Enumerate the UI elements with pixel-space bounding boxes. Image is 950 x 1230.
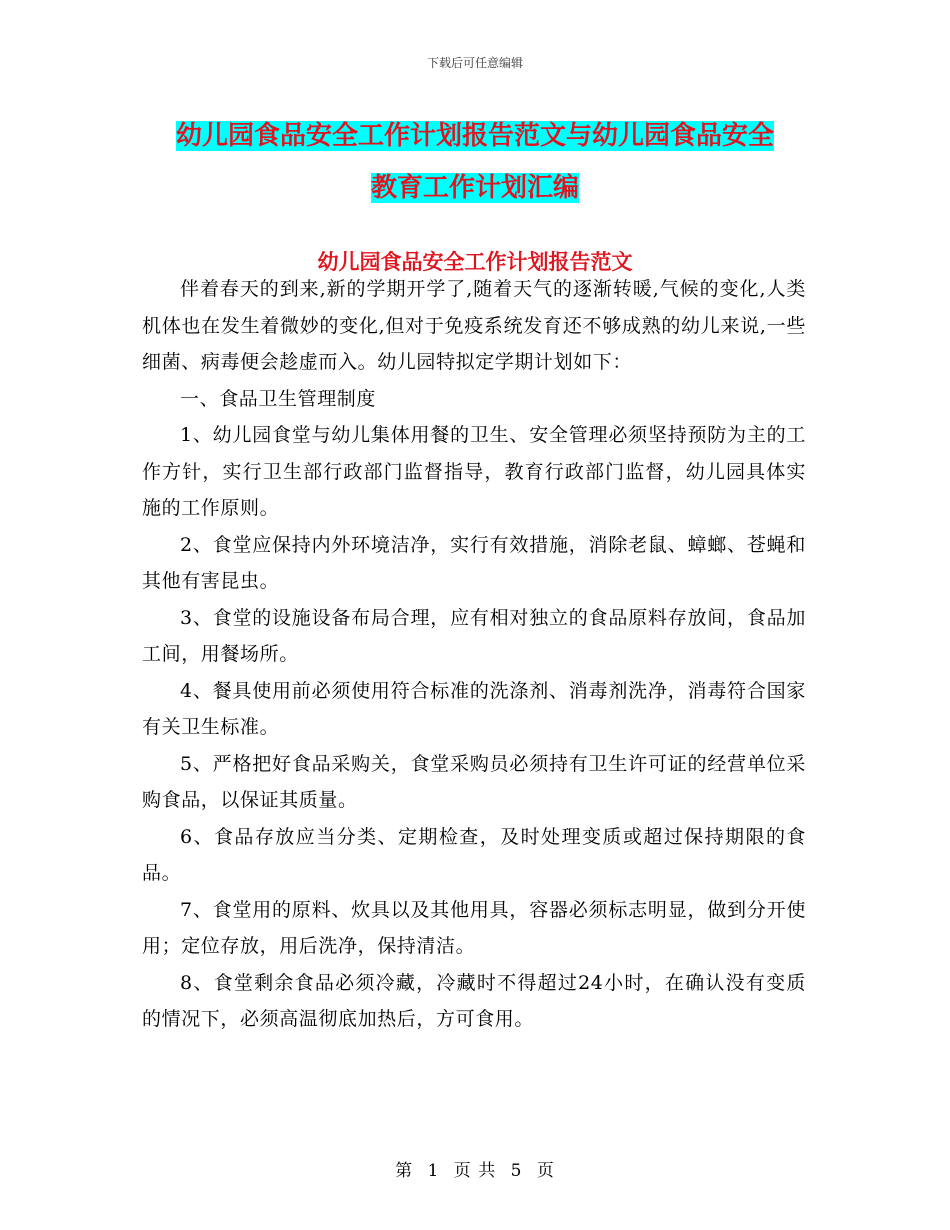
paragraph: 1、幼儿园食堂与幼儿集体用餐的卫生、安全管理必须坚持预防为主的工作方针，实行卫生部行政部门监督指导，教育行政部门监督，幼儿园具体实施的工作原则。 (142, 424, 806, 519)
footer-page-number: 1 (427, 1161, 440, 1181)
paragraph: 4、餐具使用前必须使用符合标准的洗涤剂、消毒剂洗净，消毒符合国家有关卫生标准。 (142, 679, 806, 738)
title-line-1: 幼儿园食品安全工作计划报告范文与幼儿园食品安全 (175, 121, 774, 151)
header-note: 下载后可任意编辑 (426, 56, 523, 70)
document-body (142, 271, 806, 1038)
document-title (140, 110, 810, 214)
paragraph: 2、食堂应保持内外环境洁净，实行有效措施，消除老鼠、蟑螂、苍蝇和其他有害昆虫。 (142, 533, 806, 592)
paragraph: 7、食堂用的原料、炊具以及其他用具，容器必须标志明显，做到分开使用；定位存放，用后洗净，保持清洁。 (142, 898, 806, 957)
paragraph: 5、严格把好食品采购关，食堂采购员必须持有卫生许可证的经营单位采购食品，以保证其质量。 (142, 752, 806, 811)
footer-prefix: 第 (395, 1161, 414, 1181)
paragraph: 6、食品存放应当分类、定期检查，及时处理变质或超过保持期限的食品。 (142, 825, 806, 884)
page-footer (0, 1156, 950, 1181)
section-title: 幼儿园食品安全工作计划报告范文 (317, 250, 633, 274)
paragraph-intro: 伴着春天的到来,新的学期开学了,随着天气的逐渐转暖,气候的变化,人类机体也在发生着微妙的变化,但对于免疫系统发育还不够成熟的幼儿来说,一些细菌、病毒便会趁虚而入。幼儿园特拟定学期计划如下： (142, 278, 806, 373)
paragraph: 3、食堂的设施设备布局合理，应有相对独立的食品原料存放间，食品加工间，用餐场所。 (142, 606, 806, 665)
paragraph: 8、食堂剩余食品必须冷藏，冷藏时不得超过24小时，在确认没有变质的情况下，必须高温彻底加热后，方可食用。 (142, 971, 806, 1030)
footer-suffix: 页 (536, 1161, 555, 1181)
title-line-2: 教育工作计划汇编 (370, 173, 579, 203)
footer-mid: 页 共 (453, 1161, 497, 1181)
footer-total-pages: 5 (510, 1161, 523, 1181)
paragraph-heading: 一、食品卫生管理制度 (180, 387, 377, 410)
